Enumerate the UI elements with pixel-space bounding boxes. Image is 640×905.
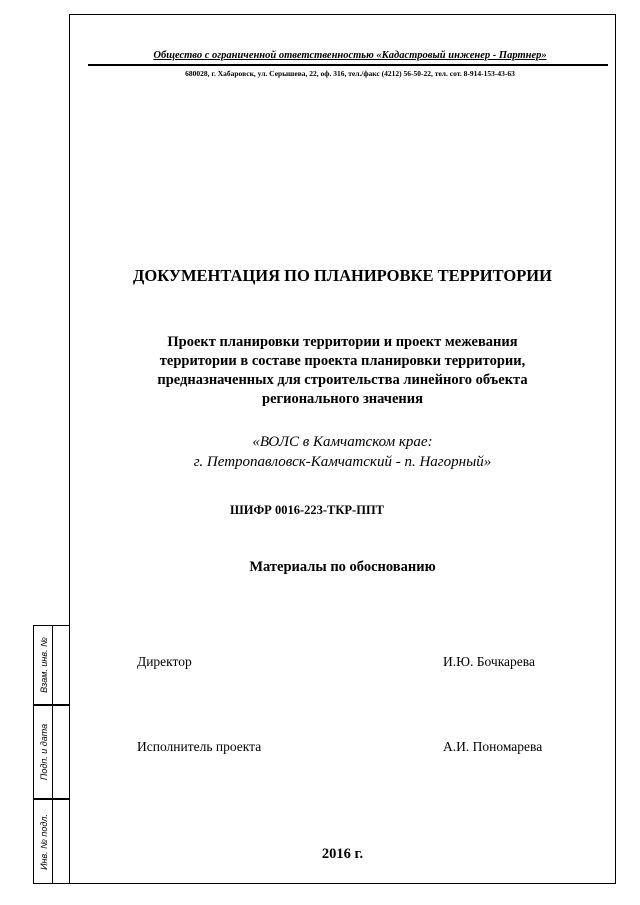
project-cipher: ШИФР 0016-223-ТКР-ППТ [230, 503, 385, 517]
signature-name-director: И.Ю. Бочкарева [443, 654, 535, 669]
project-description-line: предназначенных для строительства линейного объекта [157, 372, 528, 388]
signature-role-director: Директор [137, 654, 192, 669]
stamp-signature-date [33, 705, 69, 799]
document-year: 2016 г. [321, 846, 364, 862]
document-title: ДОКУМЕНТАЦИЯ ПО ПЛАНИРОВКЕ ТЕРРИТОРИИ [133, 266, 552, 285]
project-description [100, 333, 585, 409]
stamp-label-signature-date: Подп. и дата [38, 723, 49, 781]
project-name [100, 432, 585, 472]
materials-heading: Материалы по обоснованию [249, 559, 436, 575]
project-name-line: г. Петропавловск-Камчатский - п. Нагорный» [193, 454, 492, 470]
organization-address: 680028, г. Хабаровск, ул. Серышева, 22, оф. 316, тел./факс (4212) 56-50-22, тел. сот. 8-914-153-43-63 [185, 69, 515, 78]
project-name-line: «ВОЛС в Камчатском крае: [252, 434, 433, 450]
signature-name-executor: А.И. Пономарева [443, 739, 543, 754]
project-description-line: Проект планировки территории и проект межевания [167, 334, 518, 350]
stamp-replacement-inventory [33, 625, 69, 705]
stamp-label-replacement: Взам. инв. № [38, 637, 49, 693]
stamp-label-original-inventory: Инв. № подл. [38, 813, 49, 870]
organization-name: Общество с ограниченной ответственностью «Кадастровый инженер - Партнер» [153, 50, 547, 61]
signature-role-executor: Исполнитель проекта [137, 739, 262, 754]
project-description-line: регионального значения [262, 391, 423, 407]
header-divider [88, 64, 608, 66]
stamp-original-inventory [33, 799, 69, 884]
project-description-line: территории в составе проекта планировки территории, [159, 353, 526, 369]
